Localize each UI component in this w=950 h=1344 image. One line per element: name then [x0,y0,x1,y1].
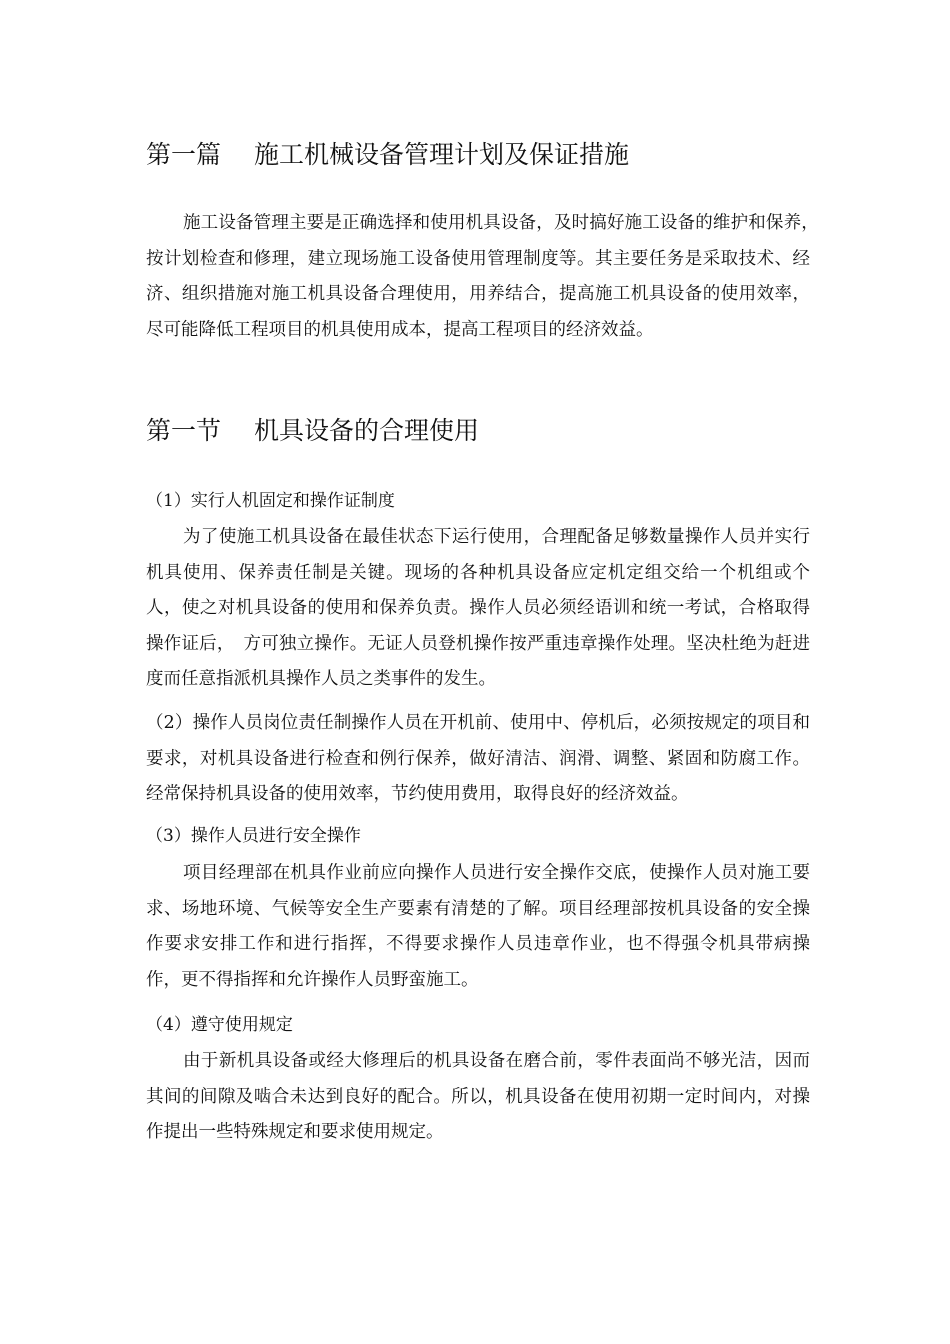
item3-heading: （3）操作人员进行安全操作 [146,826,361,846]
item4-heading: （4）遵守使用规定 [146,1015,293,1035]
intro-paragraph: 施工设备管理主要是正确选择和使用机具设备，及时搞好施工设备的维护和保养， 按计划检查和修理，建立现场施工设备使用管理制度等。其主要任务是采取技术、经济、组织措施对施工机具设备合理使用，用养结合，提高施工机具设备的使用效率，尽可能降低工程项目的机具使用成本，提高工程项目的经济效益。 [146,213,828,340]
item1-heading: （1）实行人机固定和操作证制度 [146,491,395,511]
chapter-title: 第一篇 施工机械设备管理计划及保证措施 [146,140,629,169]
item3-body: 项目经理部在机具作业前应向操作人员进行安全操作交底，使操作人员对施工要求、场地环境、气候等安全生产要素有清楚的了解。项目经理部按机具设备的安全操作要求安排工作和进行指挥，不得要求操作人员违章作业，也不得强令机具带病操作，更不得指挥和允许操作人员野蛮施工。 [146,863,810,990]
section-title: 第一节 机具设备的合理使用 [146,416,479,445]
item1-body: 为了使施工机具设备在最佳状态下运行使用，合理配备足够数量操作人员并实行机具使用、保养责任制是关键。现场的各种机具设备应定机定组交给一个机组或个人，使之对机具设备的使用和保养负责。操作人员必须经语训和统一考试，合格取得操作证后， 方可独立操作。无证人员登机操作按严重违章操作处理。坚决杜绝为赶进度而任意指派机具操作人员之类事件的发生。 [146,527,810,689]
item4-body: 由于新机具设备或经大修理后的机具设备在磨合前，零件表面尚不够光洁，因而其间的间隙及啮合未达到良好的配合。所以，机具设备在使用初期一定时间内，对操作提出一些特殊规定和要求使用规定。 [146,1051,810,1142]
item2-paragraph: （2）操作人员岗位责任制操作人员在开机前、使用中、停机后，必须按规定的项目和要求，对机具设备进行检查和例行保养，做好清洁、润滑、调整、紧固和防腐工作。经常保持机具设备的使用效率，节约使用费用，取得良好的经济效益。 [146,713,810,804]
